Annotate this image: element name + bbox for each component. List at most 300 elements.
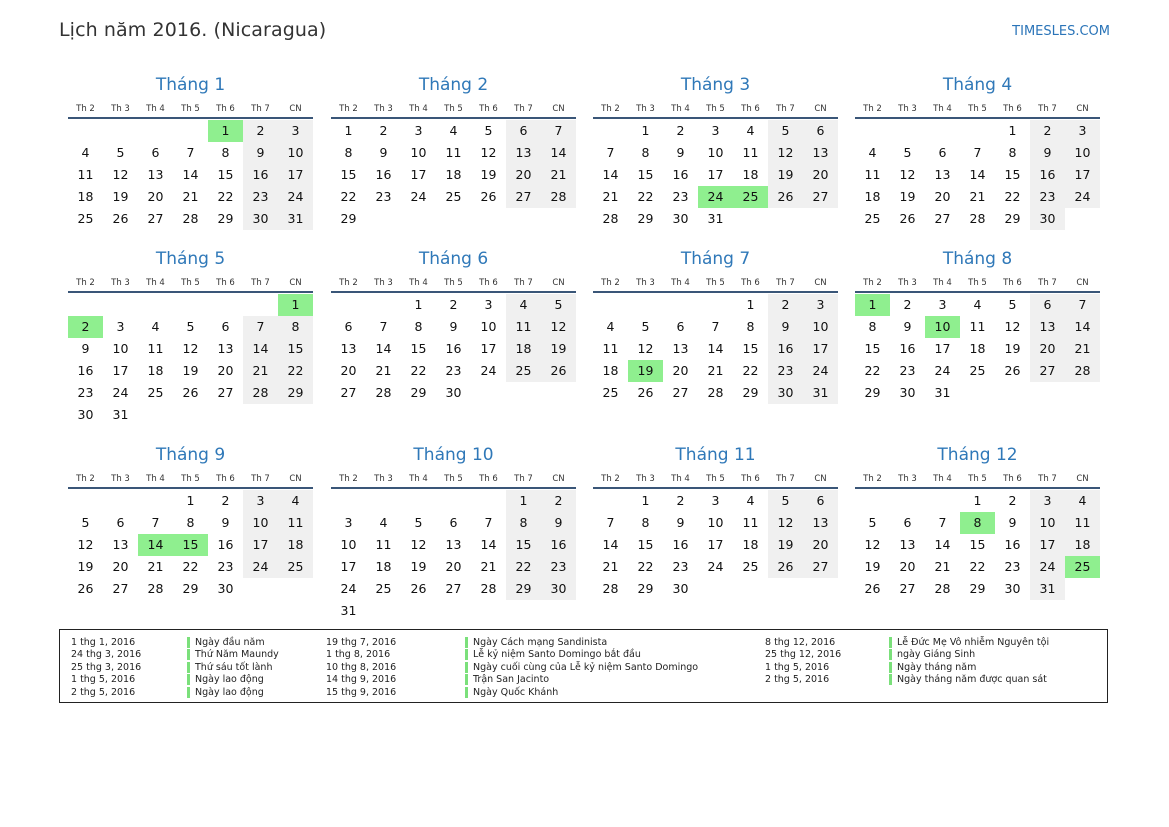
day-cell[interactable]: 1: [414, 297, 423, 312]
day-cell[interactable]: 28: [602, 211, 619, 226]
day-cell[interactable]: 10: [803, 316, 838, 338]
day-cell[interactable]: 5: [484, 123, 493, 138]
day-cell[interactable]: 11: [375, 537, 392, 552]
holiday-day-cell[interactable]: 2: [68, 316, 103, 338]
day-cell[interactable]: 28: [602, 581, 619, 596]
day-cell[interactable]: 20: [899, 559, 916, 574]
day-cell[interactable]: 11: [602, 341, 619, 356]
day-cell[interactable]: 30: [768, 382, 803, 404]
day-cell[interactable]: 6: [344, 319, 353, 334]
day-cell[interactable]: 6: [506, 120, 541, 142]
day-cell[interactable]: 3: [243, 490, 278, 512]
day-cell[interactable]: 7: [379, 319, 388, 334]
day-cell[interactable]: 14: [707, 341, 724, 356]
day-cell[interactable]: 29: [864, 385, 881, 400]
day-cell[interactable]: 28: [182, 211, 199, 226]
day-cell[interactable]: 27: [934, 211, 951, 226]
day-cell[interactable]: 11: [77, 167, 94, 182]
day-cell[interactable]: 3: [116, 319, 125, 334]
day-cell[interactable]: 16: [375, 167, 392, 182]
day-cell[interactable]: 25: [969, 363, 986, 378]
day-cell[interactable]: 6: [803, 120, 838, 142]
day-cell[interactable]: 13: [803, 512, 838, 534]
day-cell[interactable]: 3: [484, 297, 493, 312]
day-cell[interactable]: 6: [449, 515, 458, 530]
day-cell[interactable]: 21: [707, 363, 724, 378]
day-cell[interactable]: 26: [410, 581, 427, 596]
day-cell[interactable]: 9: [379, 145, 388, 160]
day-cell[interactable]: 5: [1008, 297, 1017, 312]
day-cell[interactable]: 3: [938, 297, 947, 312]
day-cell[interactable]: 11: [969, 319, 986, 334]
day-cell[interactable]: 29: [410, 385, 427, 400]
day-cell[interactable]: 8: [414, 319, 423, 334]
day-cell[interactable]: 27: [112, 581, 129, 596]
day-cell[interactable]: 13: [147, 167, 164, 182]
day-cell[interactable]: 18: [147, 363, 164, 378]
day-cell[interactable]: 10: [410, 145, 427, 160]
day-cell[interactable]: 18: [506, 338, 541, 360]
day-cell[interactable]: 22: [742, 363, 759, 378]
day-cell[interactable]: 16: [899, 341, 916, 356]
day-cell[interactable]: 13: [217, 341, 234, 356]
day-cell[interactable]: 31: [1030, 578, 1065, 600]
day-cell[interactable]: 13: [340, 341, 357, 356]
day-cell[interactable]: 8: [506, 512, 541, 534]
day-cell[interactable]: 4: [81, 145, 90, 160]
day-cell[interactable]: 5: [414, 515, 423, 530]
day-cell[interactable]: 16: [1004, 537, 1021, 552]
day-cell[interactable]: 22: [182, 559, 199, 574]
day-cell[interactable]: 9: [243, 142, 278, 164]
day-cell[interactable]: 25: [375, 581, 392, 596]
day-cell[interactable]: 9: [1008, 515, 1017, 530]
day-cell[interactable]: 20: [340, 363, 357, 378]
day-cell[interactable]: 25: [278, 556, 313, 578]
day-cell[interactable]: 14: [934, 537, 951, 552]
day-cell[interactable]: 24: [410, 189, 427, 204]
day-cell[interactable]: 15: [969, 537, 986, 552]
day-cell[interactable]: 6: [1030, 294, 1065, 316]
day-cell[interactable]: 21: [602, 189, 619, 204]
day-cell[interactable]: 12: [1004, 319, 1021, 334]
day-cell[interactable]: 29: [1004, 211, 1021, 226]
day-cell[interactable]: 12: [182, 341, 199, 356]
day-cell[interactable]: 26: [480, 189, 497, 204]
day-cell[interactable]: 28: [147, 581, 164, 596]
day-cell[interactable]: 13: [803, 142, 838, 164]
day-cell[interactable]: 20: [672, 363, 689, 378]
day-cell[interactable]: 12: [77, 537, 94, 552]
day-cell[interactable]: 9: [541, 512, 576, 534]
day-cell[interactable]: 16: [77, 363, 94, 378]
day-cell[interactable]: 23: [768, 360, 803, 382]
day-cell[interactable]: 11: [278, 512, 313, 534]
day-cell[interactable]: 30: [1004, 581, 1021, 596]
day-cell[interactable]: 29: [278, 382, 313, 404]
day-cell[interactable]: 29: [506, 578, 541, 600]
day-cell[interactable]: 10: [707, 515, 724, 530]
day-cell[interactable]: 12: [112, 167, 129, 182]
day-cell[interactable]: 19: [1004, 341, 1021, 356]
day-cell[interactable]: 30: [1030, 208, 1065, 230]
day-cell[interactable]: 23: [1030, 186, 1065, 208]
day-cell[interactable]: 26: [768, 556, 803, 578]
day-cell[interactable]: 6: [938, 145, 947, 160]
day-cell[interactable]: 19: [112, 189, 129, 204]
day-cell[interactable]: 22: [217, 189, 234, 204]
day-cell[interactable]: 28: [243, 382, 278, 404]
day-cell[interactable]: 17: [1030, 534, 1065, 556]
day-cell[interactable]: 16: [768, 338, 803, 360]
day-cell[interactable]: 21: [182, 189, 199, 204]
day-cell[interactable]: 11: [742, 145, 759, 160]
day-cell[interactable]: 2: [379, 123, 388, 138]
day-cell[interactable]: 12: [899, 167, 916, 182]
day-cell[interactable]: 5: [768, 120, 803, 142]
day-cell[interactable]: 19: [864, 559, 881, 574]
day-cell[interactable]: 14: [1065, 316, 1100, 338]
day-cell[interactable]: 13: [1030, 316, 1065, 338]
day-cell[interactable]: 14: [541, 142, 576, 164]
day-cell[interactable]: 31: [340, 603, 357, 618]
day-cell[interactable]: 24: [243, 556, 278, 578]
day-cell[interactable]: 24: [480, 363, 497, 378]
day-cell[interactable]: 1: [344, 123, 353, 138]
day-cell[interactable]: 7: [1065, 294, 1100, 316]
day-cell[interactable]: 4: [746, 123, 755, 138]
day-cell[interactable]: 10: [1065, 142, 1100, 164]
day-cell[interactable]: 22: [969, 559, 986, 574]
day-cell[interactable]: 28: [541, 186, 576, 208]
day-cell[interactable]: 27: [899, 581, 916, 596]
day-cell[interactable]: 18: [742, 537, 759, 552]
day-cell[interactable]: 19: [541, 338, 576, 360]
day-cell[interactable]: 23: [1004, 559, 1021, 574]
day-cell[interactable]: 30: [445, 385, 462, 400]
day-cell[interactable]: 4: [278, 490, 313, 512]
day-cell[interactable]: 30: [672, 581, 689, 596]
day-cell[interactable]: 3: [344, 515, 353, 530]
day-cell[interactable]: 25: [864, 211, 881, 226]
day-cell[interactable]: 16: [541, 534, 576, 556]
holiday-day-cell[interactable]: 10: [925, 316, 960, 338]
day-cell[interactable]: 8: [278, 316, 313, 338]
day-cell[interactable]: 11: [506, 316, 541, 338]
day-cell[interactable]: 22: [506, 556, 541, 578]
day-cell[interactable]: 26: [768, 186, 803, 208]
day-cell[interactable]: 8: [641, 515, 650, 530]
day-cell[interactable]: 15: [410, 341, 427, 356]
holiday-day-cell[interactable]: 19: [628, 360, 663, 382]
day-cell[interactable]: 17: [410, 167, 427, 182]
day-cell[interactable]: 1: [186, 493, 195, 508]
day-cell[interactable]: 26: [541, 360, 576, 382]
day-cell[interactable]: 9: [81, 341, 90, 356]
day-cell[interactable]: 9: [768, 316, 803, 338]
holiday-day-cell[interactable]: 15: [173, 534, 208, 556]
day-cell[interactable]: 3: [803, 294, 838, 316]
day-cell[interactable]: 27: [672, 385, 689, 400]
holiday-day-cell[interactable]: 1: [208, 120, 243, 142]
day-cell[interactable]: 19: [768, 534, 803, 556]
day-cell[interactable]: 11: [147, 341, 164, 356]
day-cell[interactable]: 22: [410, 363, 427, 378]
day-cell[interactable]: 8: [868, 319, 877, 334]
day-cell[interactable]: 15: [506, 534, 541, 556]
day-cell[interactable]: 3: [1065, 120, 1100, 142]
day-cell[interactable]: 6: [803, 490, 838, 512]
day-cell[interactable]: 4: [449, 123, 458, 138]
day-cell[interactable]: 25: [147, 385, 164, 400]
day-cell[interactable]: 25: [77, 211, 94, 226]
day-cell[interactable]: 29: [637, 581, 654, 596]
day-cell[interactable]: 29: [217, 211, 234, 226]
day-cell[interactable]: 23: [541, 556, 576, 578]
day-cell[interactable]: 29: [969, 581, 986, 596]
day-cell[interactable]: 3: [711, 123, 720, 138]
day-cell[interactable]: 26: [112, 211, 129, 226]
day-cell[interactable]: 6: [676, 319, 685, 334]
day-cell[interactable]: 11: [742, 515, 759, 530]
holiday-day-cell[interactable]: 25: [1065, 556, 1100, 578]
day-cell[interactable]: 14: [969, 167, 986, 182]
day-cell[interactable]: 17: [340, 559, 357, 574]
day-cell[interactable]: 6: [221, 319, 230, 334]
day-cell[interactable]: 23: [77, 385, 94, 400]
day-cell[interactable]: 22: [864, 363, 881, 378]
day-cell[interactable]: 5: [641, 319, 650, 334]
day-cell[interactable]: 17: [112, 363, 129, 378]
day-cell[interactable]: 8: [1008, 145, 1017, 160]
day-cell[interactable]: 23: [672, 559, 689, 574]
day-cell[interactable]: 21: [541, 164, 576, 186]
day-cell[interactable]: 14: [480, 537, 497, 552]
day-cell[interactable]: 19: [899, 189, 916, 204]
day-cell[interactable]: 10: [112, 341, 129, 356]
day-cell[interactable]: 17: [934, 341, 951, 356]
day-cell[interactable]: 19: [410, 559, 427, 574]
day-cell[interactable]: 21: [969, 189, 986, 204]
day-cell[interactable]: 18: [375, 559, 392, 574]
day-cell[interactable]: 12: [541, 316, 576, 338]
day-cell[interactable]: 28: [1065, 360, 1100, 382]
site-link[interactable]: TIMESLES.COM: [1012, 24, 1110, 39]
holiday-day-cell[interactable]: 1: [855, 294, 890, 316]
day-cell[interactable]: 13: [506, 142, 541, 164]
day-cell[interactable]: 27: [506, 186, 541, 208]
day-cell[interactable]: 17: [243, 534, 278, 556]
day-cell[interactable]: 6: [116, 515, 125, 530]
day-cell[interactable]: 22: [1004, 189, 1021, 204]
day-cell[interactable]: 9: [221, 515, 230, 530]
day-cell[interactable]: 7: [151, 515, 160, 530]
day-cell[interactable]: 26: [182, 385, 199, 400]
day-cell[interactable]: 5: [768, 490, 803, 512]
day-cell[interactable]: 9: [676, 145, 685, 160]
day-cell[interactable]: 17: [480, 341, 497, 356]
day-cell[interactable]: 7: [973, 145, 982, 160]
day-cell[interactable]: 2: [1030, 120, 1065, 142]
day-cell[interactable]: 23: [375, 189, 392, 204]
day-cell[interactable]: 16: [217, 537, 234, 552]
day-cell[interactable]: 3: [1030, 490, 1065, 512]
day-cell[interactable]: 3: [278, 120, 313, 142]
day-cell[interactable]: 31: [934, 385, 951, 400]
day-cell[interactable]: 23: [445, 363, 462, 378]
day-cell[interactable]: 28: [707, 385, 724, 400]
day-cell[interactable]: 1: [973, 493, 982, 508]
day-cell[interactable]: 5: [868, 515, 877, 530]
day-cell[interactable]: 16: [1030, 164, 1065, 186]
day-cell[interactable]: 12: [480, 145, 497, 160]
day-cell[interactable]: 20: [217, 363, 234, 378]
day-cell[interactable]: 31: [278, 208, 313, 230]
day-cell[interactable]: 30: [672, 211, 689, 226]
day-cell[interactable]: 13: [899, 537, 916, 552]
day-cell[interactable]: 17: [707, 537, 724, 552]
day-cell[interactable]: 7: [243, 316, 278, 338]
day-cell[interactable]: 18: [864, 189, 881, 204]
day-cell[interactable]: 20: [803, 164, 838, 186]
day-cell[interactable]: 5: [541, 294, 576, 316]
day-cell[interactable]: 6: [151, 145, 160, 160]
day-cell[interactable]: 21: [1065, 338, 1100, 360]
day-cell[interactable]: 20: [112, 559, 129, 574]
holiday-day-cell[interactable]: 24: [698, 186, 733, 208]
day-cell[interactable]: 10: [340, 537, 357, 552]
holiday-day-cell[interactable]: 8: [960, 512, 995, 534]
day-cell[interactable]: 19: [480, 167, 497, 182]
day-cell[interactable]: 30: [243, 208, 278, 230]
day-cell[interactable]: 14: [243, 338, 278, 360]
day-cell[interactable]: 27: [340, 385, 357, 400]
day-cell[interactable]: 24: [934, 363, 951, 378]
day-cell[interactable]: 8: [641, 145, 650, 160]
day-cell[interactable]: 8: [221, 145, 230, 160]
day-cell[interactable]: 19: [77, 559, 94, 574]
day-cell[interactable]: 1: [746, 297, 755, 312]
day-cell[interactable]: 12: [864, 537, 881, 552]
day-cell[interactable]: 20: [934, 189, 951, 204]
day-cell[interactable]: 26: [1004, 363, 1021, 378]
day-cell[interactable]: 7: [484, 515, 493, 530]
day-cell[interactable]: 4: [1065, 490, 1100, 512]
day-cell[interactable]: 15: [637, 537, 654, 552]
day-cell[interactable]: 27: [803, 556, 838, 578]
day-cell[interactable]: 1: [506, 490, 541, 512]
day-cell[interactable]: 18: [602, 363, 619, 378]
day-cell[interactable]: 29: [637, 211, 654, 226]
day-cell[interactable]: 24: [278, 186, 313, 208]
day-cell[interactable]: 12: [768, 142, 803, 164]
day-cell[interactable]: 24: [1065, 186, 1100, 208]
day-cell[interactable]: 6: [903, 515, 912, 530]
day-cell[interactable]: 30: [899, 385, 916, 400]
day-cell[interactable]: 15: [278, 338, 313, 360]
holiday-day-cell[interactable]: 1: [278, 294, 313, 316]
day-cell[interactable]: 22: [637, 559, 654, 574]
day-cell[interactable]: 22: [278, 360, 313, 382]
day-cell[interactable]: 16: [672, 167, 689, 182]
day-cell[interactable]: 13: [672, 341, 689, 356]
day-cell[interactable]: 28: [969, 211, 986, 226]
day-cell[interactable]: 19: [768, 164, 803, 186]
day-cell[interactable]: 25: [445, 189, 462, 204]
day-cell[interactable]: 18: [445, 167, 462, 182]
day-cell[interactable]: 4: [606, 319, 615, 334]
day-cell[interactable]: 2: [221, 493, 230, 508]
day-cell[interactable]: 2: [1008, 493, 1017, 508]
day-cell[interactable]: 27: [1030, 360, 1065, 382]
day-cell[interactable]: 21: [602, 559, 619, 574]
day-cell[interactable]: 20: [445, 559, 462, 574]
day-cell[interactable]: 21: [375, 363, 392, 378]
day-cell[interactable]: 17: [803, 338, 838, 360]
day-cell[interactable]: 31: [112, 407, 129, 422]
day-cell[interactable]: 2: [903, 297, 912, 312]
day-cell[interactable]: 15: [217, 167, 234, 182]
day-cell[interactable]: 25: [742, 559, 759, 574]
day-cell[interactable]: 30: [541, 578, 576, 600]
day-cell[interactable]: 20: [506, 164, 541, 186]
day-cell[interactable]: 2: [541, 490, 576, 512]
day-cell[interactable]: 24: [112, 385, 129, 400]
day-cell[interactable]: 13: [112, 537, 129, 552]
day-cell[interactable]: 26: [77, 581, 94, 596]
day-cell[interactable]: 29: [182, 581, 199, 596]
day-cell[interactable]: 21: [480, 559, 497, 574]
day-cell[interactable]: 10: [243, 512, 278, 534]
day-cell[interactable]: 7: [938, 515, 947, 530]
day-cell[interactable]: 26: [899, 211, 916, 226]
holiday-day-cell[interactable]: 25: [733, 186, 768, 208]
day-cell[interactable]: 17: [1065, 164, 1100, 186]
day-cell[interactable]: 19: [182, 363, 199, 378]
day-cell[interactable]: 28: [375, 385, 392, 400]
day-cell[interactable]: 4: [151, 319, 160, 334]
day-cell[interactable]: 5: [81, 515, 90, 530]
day-cell[interactable]: 15: [864, 341, 881, 356]
day-cell[interactable]: 26: [637, 385, 654, 400]
day-cell[interactable]: 22: [637, 189, 654, 204]
day-cell[interactable]: 21: [934, 559, 951, 574]
day-cell[interactable]: 20: [1030, 338, 1065, 360]
day-cell[interactable]: 3: [414, 123, 423, 138]
day-cell[interactable]: 23: [672, 189, 689, 204]
day-cell[interactable]: 11: [1065, 512, 1100, 534]
day-cell[interactable]: 18: [77, 189, 94, 204]
day-cell[interactable]: 15: [1004, 167, 1021, 182]
day-cell[interactable]: 4: [973, 297, 982, 312]
day-cell[interactable]: 10: [707, 145, 724, 160]
day-cell[interactable]: 10: [1030, 512, 1065, 534]
day-cell[interactable]: 9: [449, 319, 458, 334]
day-cell[interactable]: 12: [768, 512, 803, 534]
day-cell[interactable]: 16: [243, 164, 278, 186]
day-cell[interactable]: 3: [711, 493, 720, 508]
day-cell[interactable]: 20: [147, 189, 164, 204]
day-cell[interactable]: 2: [676, 493, 685, 508]
day-cell[interactable]: 4: [379, 515, 388, 530]
day-cell[interactable]: 26: [864, 581, 881, 596]
day-cell[interactable]: 14: [375, 341, 392, 356]
day-cell[interactable]: 24: [707, 559, 724, 574]
day-cell[interactable]: 20: [803, 534, 838, 556]
day-cell[interactable]: 4: [868, 145, 877, 160]
day-cell[interactable]: 14: [182, 167, 199, 182]
day-cell[interactable]: 5: [116, 145, 125, 160]
